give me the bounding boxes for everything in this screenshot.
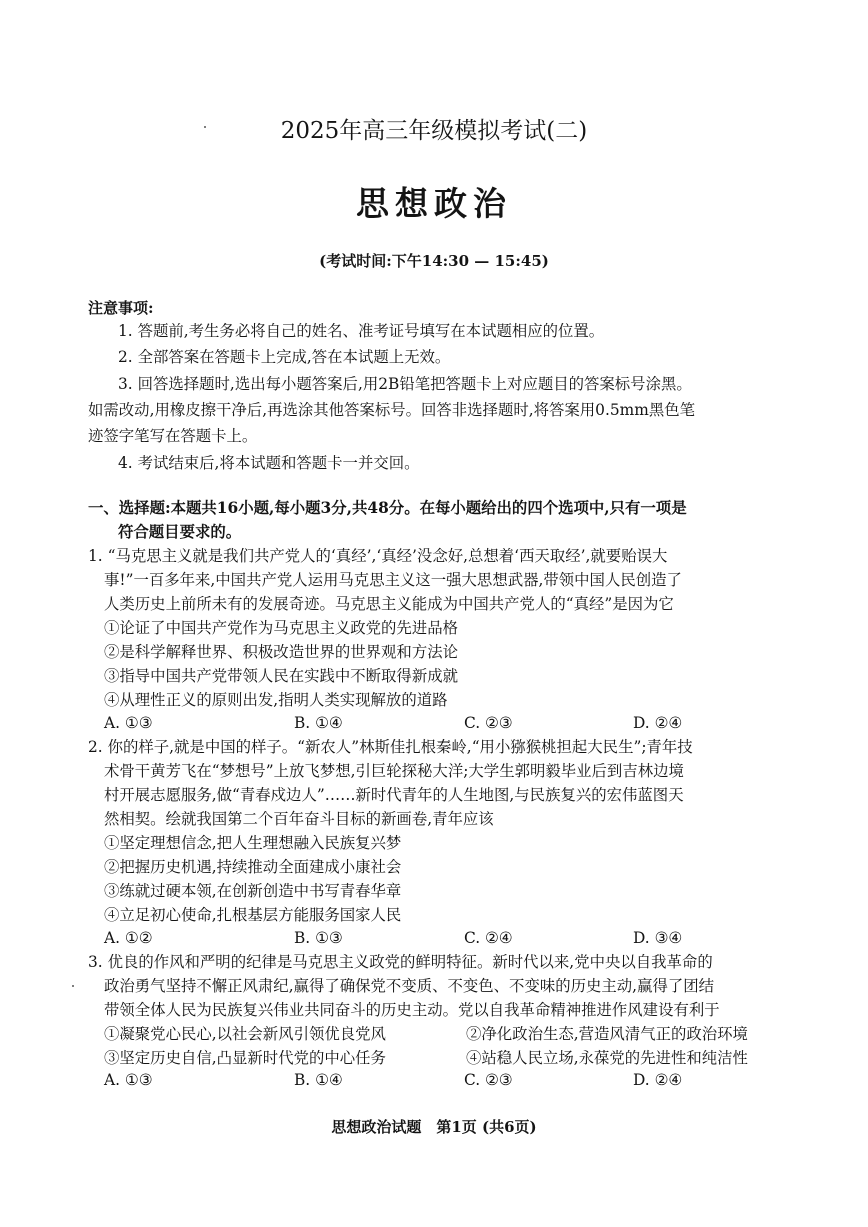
question-stem-line: 事!”一百多年来,中国共产党人运用马克思主义这一强大思想武器,带领中国人民创造了	[104, 571, 682, 589]
question-stem-line: 然相契。绘就我国第二个百年奋斗目标的新画卷,青年应该	[104, 810, 494, 828]
question-item: ④站稳人民立场,永葆党的先进性和纯洁性	[466, 1049, 748, 1067]
notes-line: 1. 答题前,考生务必将自己的姓名、准考证号填写在本试题相应的位置。	[118, 322, 605, 340]
subject-title: 思想政治	[356, 184, 512, 223]
question-item: ①坚定理想信念,把人生理想融入民族复兴梦	[104, 834, 402, 852]
question-item: ③指导中国共产党带领人民在实践中不断取得新成就	[104, 667, 458, 685]
option-a[interactable]: A. ①③	[104, 714, 153, 732]
option-c[interactable]: C. ②④	[464, 929, 513, 947]
question-item: ④从理性正义的原则出发,指明人类实现解放的道路	[104, 691, 448, 709]
scan-speck	[72, 985, 74, 987]
question-stem-line: 带领全体人民为民族复兴伟业共同奋斗的历史主动。党以自我革命精神推进作风建设有利于	[104, 1001, 720, 1019]
option-c[interactable]: C. ②③	[464, 1071, 513, 1089]
question-stem-line: 术骨干黄芳飞在“梦想号”上放飞梦想,引巨轮探秘大洋;大学生郭明毅毕业后到吉林边境	[104, 762, 684, 780]
question-stem-line: 村开展志愿服务,做“青春戍边人”……新时代青年的人生地图,与民族复兴的宏伟蓝图天	[104, 786, 684, 804]
option-d[interactable]: D. ③④	[633, 929, 683, 947]
question-item: ②净化政治生态,营造风清气正的政治环境	[466, 1025, 748, 1043]
option-c[interactable]: C. ②③	[464, 714, 513, 732]
page-footer: 思想政治试题 第1页 (共6页)	[331, 1118, 537, 1136]
question-item: ②是科学解释世界、积极改造世界的世界观和方法论	[104, 643, 458, 661]
notes-line: 3. 回答选择题时,选出每小题答案后,用2B铅笔把答题卡上对应题目的答案标号涂黑。	[118, 375, 692, 393]
option-a[interactable]: A. ①②	[104, 929, 153, 947]
exam-title: 2025年高三年级模拟考试(二)	[280, 118, 588, 144]
option-b[interactable]: B. ①③	[294, 929, 343, 947]
notes-line: 如需改动,用橡皮擦干净后,再选涂其他答案标号。回答非选择题时,将答案用0.5mm黑色笔	[88, 401, 696, 419]
option-d[interactable]: D. ②④	[633, 714, 683, 732]
notes-line: 2. 全部答案在答题卡上完成,答在本试题上无效。	[118, 348, 451, 366]
question-stem-line: 人类历史上前所未有的发展奇迹。马克思主义能成为中国共产党人的“真经”是因为它	[104, 595, 674, 613]
question-stem-line: 1. “马克思主义就是我们共产党人的‘真经’,‘真经’没念好,总想着‘西天取经’,就要贻误大	[88, 547, 668, 565]
notes-line: 迹签字笔写在答题卡上。	[88, 427, 258, 445]
answer-options	[104, 928, 784, 948]
question-item: ②把握历史机遇,持续推动全面建成小康社会	[104, 858, 402, 876]
question-item: ①论证了中国共产党作为马克思主义政党的先进品格	[104, 619, 458, 637]
option-b[interactable]: B. ①④	[294, 1071, 343, 1089]
question-item: ④立足初心使命,扎根基层方能服务国家人民	[104, 906, 402, 924]
question-item: ③练就过硬本领,在创新创造中书写青春华章	[104, 882, 402, 900]
answer-options	[104, 713, 784, 733]
section-heading: 一、选择题:本题共16小题,每小题3分,共48分。在每小题给出的四个选项中,只有一项是	[88, 499, 687, 517]
option-a[interactable]: A. ①③	[104, 1071, 153, 1089]
option-d[interactable]: D. ②④	[633, 1071, 683, 1089]
question-stem-line: 3. 优良的作风和严明的纪律是马克思主义政党的鲜明特征。新时代以来,党中央以自我革命的	[88, 953, 713, 971]
notes-heading: 注意事项:	[88, 299, 154, 317]
answer-options	[104, 1070, 784, 1090]
question-stem-line: 政治勇气坚持不懈正风肃纪,赢得了确保党不变质、不变色、不变味的历史主动,赢得了团结	[104, 977, 715, 995]
question-stem-line: 2. 你的样子,就是中国的样子。“新农人”林斯佳扎根秦岭,“用小猕猴桃担起大民生”;青年技	[88, 738, 693, 756]
notes-line: 4. 考试结束后,将本试题和答题卡一并交回。	[118, 454, 420, 472]
exam-time: (考试时间:下午14:30 — 15:45)	[319, 252, 549, 270]
option-b[interactable]: B. ①④	[294, 714, 343, 732]
scan-speck	[204, 126, 206, 128]
question-item: ③坚定历史自信,凸显新时代党的中心任务	[104, 1049, 386, 1067]
question-item: ①凝聚党心民心,以社会新风引领优良党风	[104, 1025, 386, 1043]
section-heading-cont: 符合题目要求的。	[118, 523, 242, 541]
